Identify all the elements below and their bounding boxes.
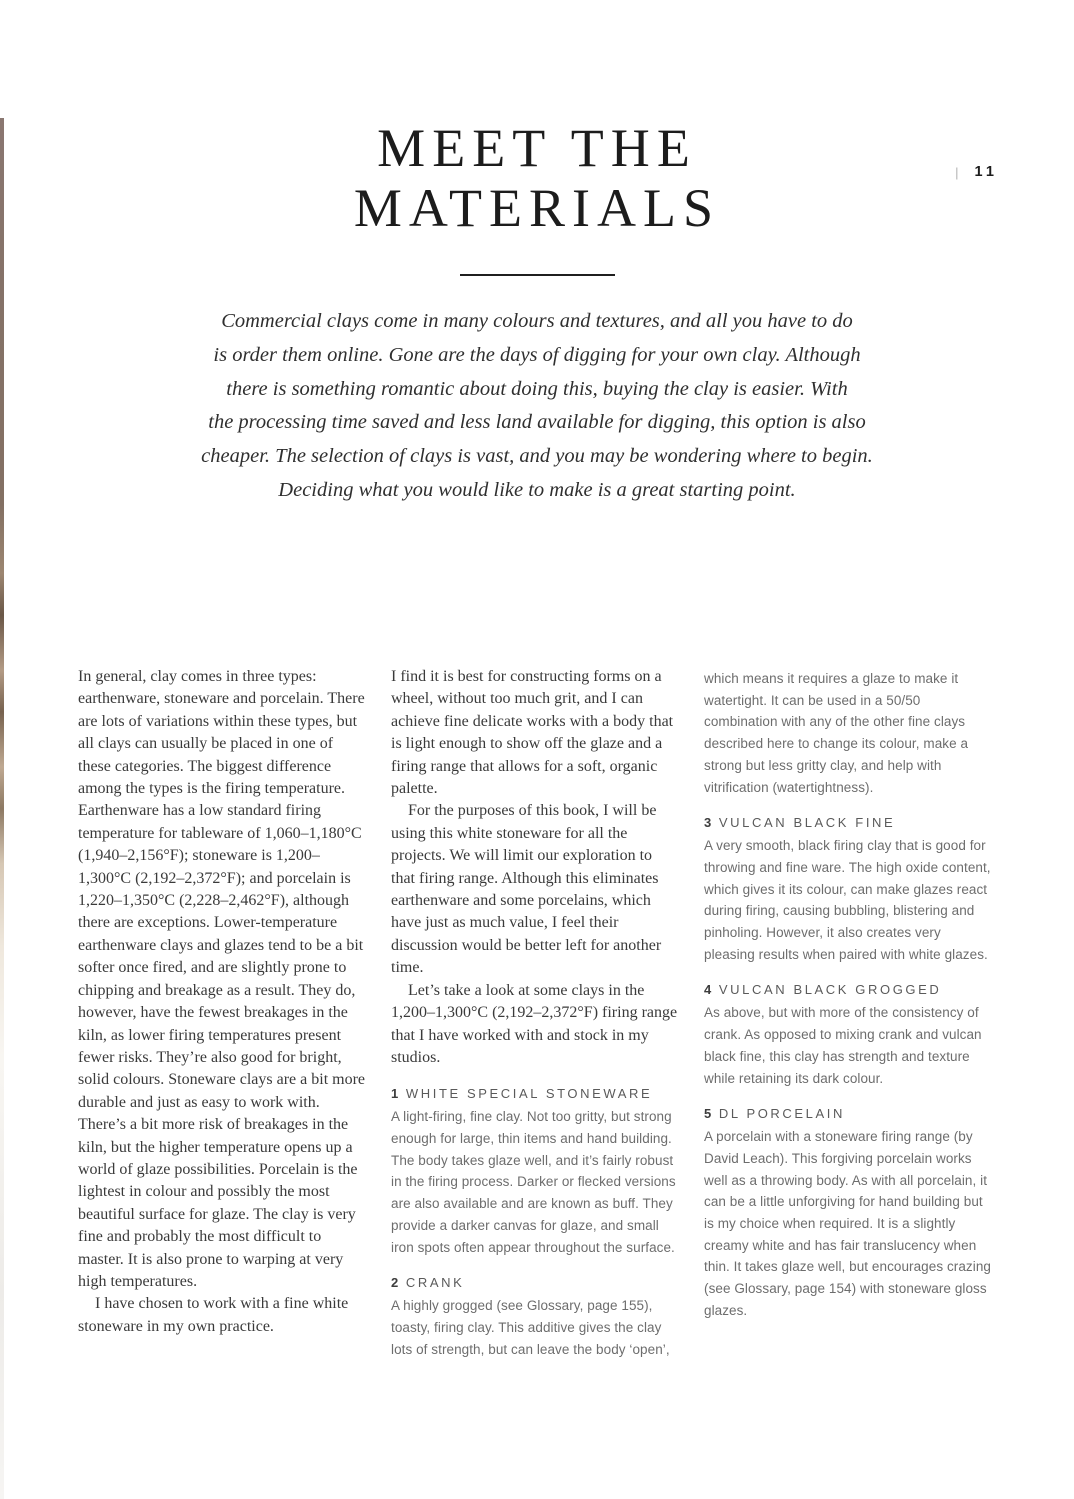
intro-line: Commercial clays come in many colours and textures, and all you have to do [221,310,853,332]
page-number: 11 [974,164,998,180]
section-title: VULCAN BLACK FINE [718,815,896,831]
column-right [704,666,992,1360]
section-title: CRANK [405,1275,465,1291]
clay-section-dl-porcelain [704,1106,992,1321]
crank-continuation-paragraph: which means it requires a glaze to make it watertight. It can be used in a 50/50 combination with any of the other fine clays described here to change its colour, make a strong but less gritty clay, and help with vitrification (watertightness). [704,671,969,795]
body-columns [78,666,992,1360]
facing-page-edge [0,118,4,1499]
section-body: A very smooth, black firing clay that is good for throwing and fine ware. The high oxide content, which gives it its colour, can make glazes react during firing, causing bubbling, blistering and pinholing. However, it also creates very pleasing results when paired with white glazes. [704,838,991,962]
body-paragraph: In general, clay comes in three types: earthenware, stoneware and porcelain. There are lots of variations within these types, but all clays can usually be placed in one of these categories. The biggest difference among the types is the firing temperature. Earthenware has a low standard firing temperature for tableware of 1,060–1,180°C (1,940–2,156°F); stoneware is 1,200–1,300°C (2,192–2,372°F); and porcelain is 1,220–1,350°C (2,228–2,462°F), although there are exceptions. Lower-temperature earthenware clays and glazes tend to be a bit softer once fired, and are slightly prone to chipping and breakage as a result. They do, however, have the fewest breakages in the kiln, as lower firing temperatures present fewer risks. They’re also good for bright, solid colours. Stoneware clays are a bit more durable and just as easy to work with. There’s a bit more risk of breakages in the kiln, but the higher temperature opens up a world of glaze possibilities. Porcelain is the lightest in colour and possibly the most beautiful surface for glaze. The clay is very fine and probably the most difficult to master. It is also prone to warping at very high temperatures. [78,668,366,1290]
intro-line: is order them online. Gone are the days of digging for your own clay. Although [213,343,861,366]
column-middle [391,666,679,1360]
title-divider [460,274,615,276]
section-title: WHITE SPECIAL STONEWARE [405,1086,653,1102]
column-left [78,666,366,1360]
clay-section-vulcan-black-fine [704,815,992,965]
section-number: 4 [704,982,712,998]
section-heading [704,1106,992,1121]
chapter-title [0,118,1074,238]
body-paragraph: I find it is best for constructing forms on a wheel, without too much grit, and I can achieve fine delicate works with a body that is light enough to show off the glaze and a firing range that allows for a soft, organic palette. [391,668,674,798]
chapter-title-line2: MATERIALS [353,178,721,238]
clay-section-vulcan-black-grogged [704,982,992,1089]
section-heading [391,1275,679,1290]
body-paragraph: I have chosen to work with a fine white stoneware in my own practice. [78,1295,349,1335]
section-number: 3 [704,815,712,831]
body-paragraph: For the purposes of this book, I will be using this white stoneware for all the projects. We will limit our exploration to that firing range. Although this eliminates earthenware and some porcelains, which have just as much value, I feel their discussion would be better left for another time. [391,802,662,977]
intro-line: Deciding what you would like to make is a great starting point. [278,478,796,501]
intro-paragraph [0,305,1074,508]
chapter-title-line1: MEET THE [377,118,697,178]
section-body: A highly grogged (see Glossary, page 155), toasty, firing clay. This additive gives the clay lots of strength, but can leave the body ‘open’, [391,1298,670,1357]
section-heading [391,1086,679,1101]
clay-section-white-special-stoneware [391,1086,679,1258]
section-title: VULCAN BLACK GROGGED [718,982,942,998]
intro-line: cheaper. The selection of clays is vast, and you may be wondering where to begin. [201,445,873,468]
body-paragraph: Let’s take a look at some clays in the 1,200–1,300°C (2,192–2,372°F) firing range that I have worked with and stock in my studios. [391,981,678,1066]
section-body: A light-firing, fine clay. Not too gritty, but strong enough for large, thin items and hand building. The body takes glaze well, and it’s fairly robust in the firing process. Darker or flecked versions are also available and are known as buff. They provide a darker canvas for glaze, and small iron spots often appear throughout the surface. [391,1109,676,1255]
section-body: A porcelain with a stoneware firing range (by David Leach). This forgiving porcelain works well as a throwing body. As with all porcelain, it can be a little unforgiving for hand building but is my choice when required. It is a slightly creamy white and has fair translucency when thin. It takes glaze well, but encourages crazing (see Glossary, page 154) with stoneware gloss glazes. [704,1129,991,1318]
section-heading [704,982,992,997]
section-number: 2 [391,1275,399,1291]
page-header [955,164,998,180]
intro-line: there is something romantic about doing this, buying the clay is easier. With [226,377,848,400]
clay-section-crank [391,1275,679,1360]
page-number-separator: | [955,164,959,180]
section-body: As above, but with more of the consistency of crank. As opposed to mixing crank and vulcan black fine, this clay has strength and texture while retaining its dark colour. [704,1005,982,1086]
section-number: 5 [704,1106,712,1122]
section-title: DL PORCELAIN [718,1106,845,1122]
section-heading [704,815,992,830]
intro-line: the processing time saved and less land available for digging, this option is also [208,411,866,434]
section-number: 1 [391,1086,399,1102]
